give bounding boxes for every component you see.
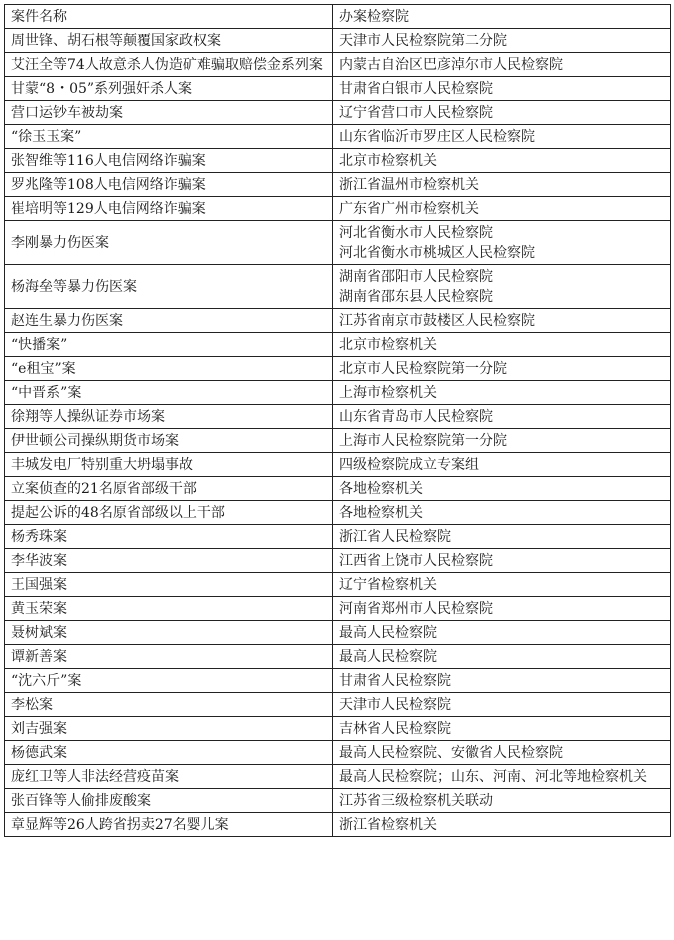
table-row [5, 501, 671, 525]
case-name-cell: 王国强案 [5, 573, 333, 597]
case-name-cell: 杨德武案 [5, 741, 333, 765]
procuratorate-name: 甘肃省白银市人民检察院 [339, 81, 493, 97]
table-row [5, 477, 671, 501]
table-row [5, 669, 671, 693]
procuratorate-name: 天津市人民检察院 [339, 697, 451, 713]
table-row [5, 29, 671, 53]
table-row [5, 53, 671, 77]
case-name-cell: 立案侦查的21名原省部级干部 [5, 477, 333, 501]
procuratorate-cell [333, 501, 671, 525]
table-row [5, 549, 671, 573]
procuratorate-cell [333, 453, 671, 477]
procuratorate-cell [333, 645, 671, 669]
procuratorate-cell [333, 309, 671, 333]
table-row [5, 309, 671, 333]
procuratorate-cell [333, 125, 671, 149]
procuratorate-name: 北京市检察机关 [339, 337, 437, 353]
procuratorate-name: 河北省衡水市桃城区人民检察院 [339, 245, 535, 261]
procuratorate-cell [333, 669, 671, 693]
table-row [5, 429, 671, 453]
procuratorate-name: 辽宁省检察机关 [339, 577, 437, 593]
procuratorate-cell [333, 477, 671, 501]
procuratorate-cell [333, 149, 671, 173]
case-name-cell: 丰城发电厂特别重大坍塌事故 [5, 453, 333, 477]
procuratorate-cell [333, 381, 671, 405]
procuratorate-cell [333, 77, 671, 101]
procuratorate-cell [333, 597, 671, 621]
case-name-cell: 甘蒙“8・05”系列强奸杀人案 [5, 77, 333, 101]
procuratorate-name: 河南省郑州市人民检察院 [339, 601, 493, 617]
procuratorate-name: 最高人民检察院、安徽省人民检察院 [339, 745, 563, 761]
procuratorate-cell [333, 173, 671, 197]
table-row [5, 405, 671, 429]
table-row [5, 789, 671, 813]
procuratorate-name: 江西省上饶市人民检察院 [339, 553, 493, 569]
procuratorate-name: 北京市人民检察院第一分院 [339, 361, 507, 377]
case-name-cell: 谭新善案 [5, 645, 333, 669]
case-name-cell: 徐翔等人操纵证券市场案 [5, 405, 333, 429]
procuratorate-name: 山东省青岛市人民检察院 [339, 409, 493, 425]
case-name-cell: 提起公诉的48名原省部级以上干部 [5, 501, 333, 525]
procuratorate-name: 甘肃省人民检察院 [339, 673, 451, 689]
case-name-cell: 聂树斌案 [5, 621, 333, 645]
case-table-body [5, 5, 671, 837]
procuratorate-cell [333, 717, 671, 741]
case-name-cell: 营口运钞车被劫案 [5, 101, 333, 125]
procuratorate-cell [333, 693, 671, 717]
procuratorate-cell [333, 573, 671, 597]
procuratorate-cell [333, 357, 671, 381]
procuratorate-name: 最高人民检察院；山东、河南、河北等地检察机关 [339, 769, 647, 785]
procuratorate-name: 河北省衡水市人民检察院 [339, 225, 493, 241]
case-name-cell: 张智维等116人电信网络诈骗案 [5, 149, 333, 173]
table-row [5, 221, 671, 265]
table-row [5, 813, 671, 837]
procuratorate-name: 最高人民检察院 [339, 649, 437, 665]
case-name-cell: “e租宝”案 [5, 357, 333, 381]
procuratorate-name: 山东省临沂市罗庄区人民检察院 [339, 129, 535, 145]
table-row [5, 197, 671, 221]
procuratorate-name: 内蒙古自治区巴彦淖尔市人民检察院 [339, 57, 563, 73]
procuratorate-cell [333, 813, 671, 837]
table-row [5, 621, 671, 645]
table-row [5, 125, 671, 149]
procuratorate-cell [333, 265, 671, 309]
procuratorate-name: 各地检察机关 [339, 505, 423, 521]
case-table [4, 4, 671, 837]
case-name-cell: 赵连生暴力伤医案 [5, 309, 333, 333]
table-row [5, 77, 671, 101]
table-row [5, 573, 671, 597]
procuratorate-name: 四级检察院成立专案组 [339, 457, 479, 473]
procuratorate-cell [333, 549, 671, 573]
table-row [5, 693, 671, 717]
procuratorate-name: 上海市检察机关 [339, 385, 437, 401]
case-name-cell: 李刚暴力伤医案 [5, 221, 333, 265]
case-name-cell: “沈六斤”案 [5, 669, 333, 693]
table-row [5, 453, 671, 477]
table-row [5, 717, 671, 741]
procuratorate-cell [333, 29, 671, 53]
procuratorate-cell [333, 101, 671, 125]
table-row [5, 597, 671, 621]
case-name-cell: 刘吉强案 [5, 717, 333, 741]
case-name-cell: 杨海垒等暴力伤医案 [5, 265, 333, 309]
procuratorate-name: 天津市人民检察院第二分院 [339, 33, 507, 49]
procuratorate-name: 浙江省温州市检察机关 [339, 177, 479, 193]
table-row [5, 381, 671, 405]
procuratorate-name: 吉林省人民检察院 [339, 721, 451, 737]
case-name-cell: 庞红卫等人非法经营疫苗案 [5, 765, 333, 789]
case-name-cell: 黄玉荣案 [5, 597, 333, 621]
table-row [5, 357, 671, 381]
procuratorate-name: 江苏省南京市鼓楼区人民检察院 [339, 313, 535, 329]
procuratorate-cell [333, 405, 671, 429]
header-case-name: 案件名称 [5, 5, 333, 29]
header-procuratorate: 办案检察院 [333, 5, 671, 29]
case-name-cell: “中晋系”案 [5, 381, 333, 405]
case-name-cell: 章显辉等26人跨省拐卖27名婴儿案 [5, 813, 333, 837]
procuratorate-cell [333, 429, 671, 453]
table-row [5, 765, 671, 789]
procuratorate-cell [333, 525, 671, 549]
procuratorate-name: 辽宁省营口市人民检察院 [339, 105, 493, 121]
table-header-row [5, 5, 671, 29]
procuratorate-name: 湖南省邵东县人民检察院 [339, 289, 493, 305]
procuratorate-cell [333, 741, 671, 765]
case-name-cell: “徐玉玉案” [5, 125, 333, 149]
case-name-cell: 周世锋、胡石根等颠覆国家政权案 [5, 29, 333, 53]
procuratorate-name: 广东省广州市检察机关 [339, 201, 479, 217]
procuratorate-cell [333, 789, 671, 813]
procuratorate-cell [333, 621, 671, 645]
case-name-cell: 李华波案 [5, 549, 333, 573]
table-row [5, 645, 671, 669]
procuratorate-name: 上海市人民检察院第一分院 [339, 433, 507, 449]
case-name-cell: 杨秀珠案 [5, 525, 333, 549]
procuratorate-name: 湖南省邵阳市人民检察院 [339, 269, 493, 285]
table-row [5, 741, 671, 765]
table-row [5, 149, 671, 173]
case-name-cell: 李松案 [5, 693, 333, 717]
table-row [5, 101, 671, 125]
procuratorate-cell [333, 333, 671, 357]
procuratorate-cell [333, 765, 671, 789]
table-row [5, 525, 671, 549]
procuratorate-name: 江苏省三级检察机关联动 [339, 793, 493, 809]
case-name-cell: “快播案” [5, 333, 333, 357]
table-row [5, 333, 671, 357]
procuratorate-name: 浙江省检察机关 [339, 817, 437, 833]
procuratorate-name: 浙江省人民检察院 [339, 529, 451, 545]
procuratorate-name: 各地检察机关 [339, 481, 423, 497]
case-name-cell: 崔培明等129人电信网络诈骗案 [5, 197, 333, 221]
case-name-cell: 艾汪全等74人故意杀人伪造矿难骗取赔偿金系列案 [5, 53, 333, 77]
procuratorate-name: 最高人民检察院 [339, 625, 437, 641]
procuratorate-cell [333, 197, 671, 221]
case-name-cell: 张百锋等人偷排废酸案 [5, 789, 333, 813]
table-row [5, 173, 671, 197]
procuratorate-name: 北京市检察机关 [339, 153, 437, 169]
case-name-cell: 伊世顿公司操纵期货市场案 [5, 429, 333, 453]
table-row [5, 265, 671, 309]
procuratorate-cell [333, 53, 671, 77]
case-name-cell: 罗兆隆等108人电信网络诈骗案 [5, 173, 333, 197]
procuratorate-cell [333, 221, 671, 265]
